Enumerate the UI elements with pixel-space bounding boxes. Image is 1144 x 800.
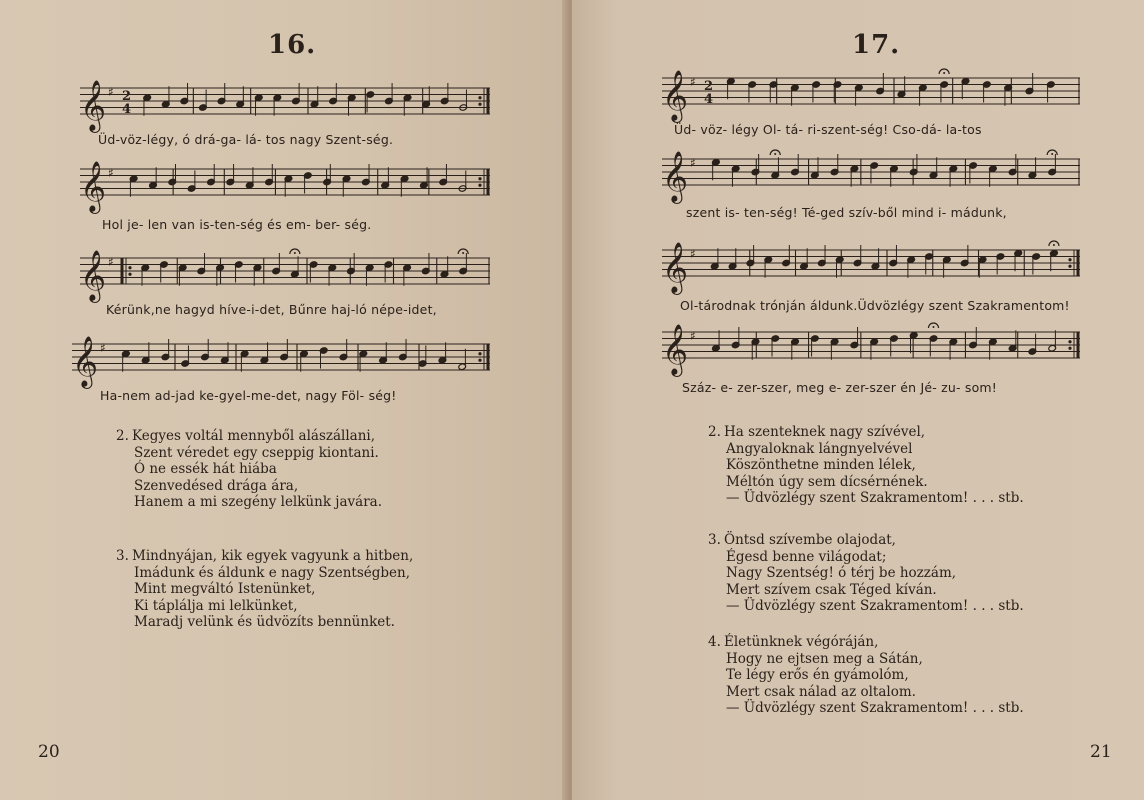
- verse-2: [116, 428, 382, 511]
- staff-lyric: Üd-vöz-légy, ó drá-ga- lá- tos nagy Szent-ség.: [98, 132, 394, 147]
- svg-text:♯: ♯: [690, 246, 696, 261]
- verse-2: [708, 424, 1024, 507]
- svg-text:𝄞: 𝄞: [72, 336, 99, 387]
- verse-line: — Üdvözlégy szent Szakramentom! . . . stb.: [726, 598, 1024, 614]
- svg-text:𝄞: 𝄞: [662, 324, 689, 375]
- staff-lyric: Hol je- len van is-ten-ség és em- ber- ség.: [102, 217, 372, 232]
- verse-line: Hanem a mi szegény lelkünk javára.: [134, 494, 382, 510]
- page-number: 20: [38, 742, 60, 762]
- verse-number: 3.: [708, 532, 721, 548]
- svg-text:2: 2: [704, 79, 714, 94]
- verse-line: Mert szívem csak Téged kíván.: [726, 581, 937, 598]
- staff-lines: [70, 330, 492, 386]
- svg-text:𝄞: 𝄞: [80, 80, 107, 131]
- verse-line: Köszönthetne minden lélek,: [726, 457, 916, 473]
- svg-text:♯: ♯: [108, 165, 114, 180]
- staff-lines: [78, 244, 492, 300]
- music-staff: [660, 64, 1082, 144]
- staff-lines: [660, 318, 1082, 374]
- music-staff: [78, 244, 492, 324]
- staff-lyric: Kérünk,ne hagyd híve-i-det, Bűnre haj-ló népe-idet,: [106, 302, 437, 317]
- svg-text:𝄞: 𝄞: [662, 151, 689, 202]
- verse-number: 4.: [708, 634, 721, 650]
- svg-text:𝄞: 𝄞: [662, 70, 689, 121]
- verse-number: 3.: [116, 548, 129, 564]
- verse-line: Ha szenteknek nagy szívével,: [724, 424, 926, 440]
- music-staff: [660, 145, 1082, 227]
- verse-4: [708, 634, 1024, 717]
- hymn-number: 16.: [268, 30, 317, 60]
- staff-lyric: Üd- vöz- légy Ol- tá- ri-szent-ség! Cso-dá- la-tos: [674, 122, 982, 137]
- verse-line: Angyaloknak lángnyelvével: [726, 440, 913, 457]
- verse-line: Kegyes voltál mennyből alászállani,: [132, 428, 376, 444]
- verse-line: Égesd benne világodat;: [726, 548, 887, 565]
- staff-lyric: Ol-tárodnak trónján áldunk.Üdvözlégy szent Szakramentom!: [680, 298, 1070, 313]
- music-staff: [78, 74, 492, 152]
- staff-lines: [660, 145, 1082, 201]
- svg-text:𝄞: 𝄞: [662, 242, 689, 293]
- staff-lines: [660, 64, 1082, 120]
- verse-line: Mint megváltó Istenünket,: [134, 581, 316, 597]
- music-staff: [660, 236, 1082, 316]
- verse-line: Mindnyájan, kik egyek vagyunk a hitben,: [132, 548, 414, 564]
- verse-line: Hogy ne ejtsen meg a Sátán,: [726, 650, 923, 667]
- verse-line: Öntsd szívembe olajodat,: [724, 532, 896, 548]
- svg-text:2: 2: [122, 89, 132, 104]
- staff-lines: [78, 155, 492, 211]
- svg-text:4: 4: [122, 102, 132, 117]
- verse-3: [708, 532, 1024, 615]
- staff-lyric: szent is- ten-ség! Té-ged szív-ből mind i- mádunk,: [686, 205, 1007, 220]
- svg-text:4: 4: [704, 92, 714, 107]
- verse-line: Szenvedésed drága ára,: [134, 477, 299, 494]
- verse-line: Te légy erős én gyámolóm,: [726, 667, 909, 683]
- staff-lyric: Ha-nem ad-jad ke-gyel-me-det, nagy Föl- ség!: [100, 388, 397, 403]
- verse-number: 2.: [708, 424, 721, 440]
- svg-text:𝄞: 𝄞: [80, 250, 107, 301]
- verse-line: — Üdvözlégy szent Szakramentom! . . . stb.: [726, 490, 1024, 506]
- music-staff: [70, 330, 492, 410]
- svg-text:♯: ♯: [690, 155, 696, 170]
- verse-line: Mert csak nálad az oltalom.: [726, 683, 916, 700]
- verse-line: Ki táplálja mi lelkünket,: [134, 597, 298, 614]
- verse-number: 2.: [116, 428, 129, 444]
- verse-line: Méltón úgy sem dícsérnének.: [726, 473, 928, 490]
- svg-text:♯: ♯: [108, 84, 114, 99]
- verse-line: — Üdvözlégy szent Szakramentom! . . . stb.: [726, 700, 1024, 716]
- svg-text:♯: ♯: [100, 340, 106, 355]
- music-staff: [78, 155, 492, 235]
- left-page: [0, 0, 568, 800]
- svg-text:♯: ♯: [690, 74, 696, 89]
- verse-line: Ó ne essék hát hiába: [134, 461, 277, 477]
- page-number: 21: [1090, 742, 1112, 762]
- verse-line: Imádunk és áldunk e nagy Szentségben,: [134, 564, 410, 581]
- svg-text:♯: ♯: [108, 254, 114, 269]
- right-page: [572, 0, 1144, 800]
- verse-line: Életünknek végóráján,: [724, 634, 879, 650]
- staff-lyric: Száz- e- zer-szer, meg e- zer-szer én Jé- zu- som!: [682, 380, 998, 395]
- hymn-number: 17.: [852, 30, 901, 60]
- staff-lines: [660, 236, 1082, 292]
- staff-lines: [78, 74, 492, 130]
- svg-text:♯: ♯: [690, 328, 696, 343]
- svg-text:𝄞: 𝄞: [80, 161, 107, 212]
- verse-3: [116, 548, 413, 631]
- verse-line: Maradj velünk és üdvözíts bennünket.: [134, 614, 395, 630]
- verse-line: Szent véredet egy cseppig kiontani.: [134, 444, 379, 461]
- music-staff: [660, 318, 1082, 400]
- verse-line: Nagy Szentség! ó térj be hozzám,: [726, 565, 957, 581]
